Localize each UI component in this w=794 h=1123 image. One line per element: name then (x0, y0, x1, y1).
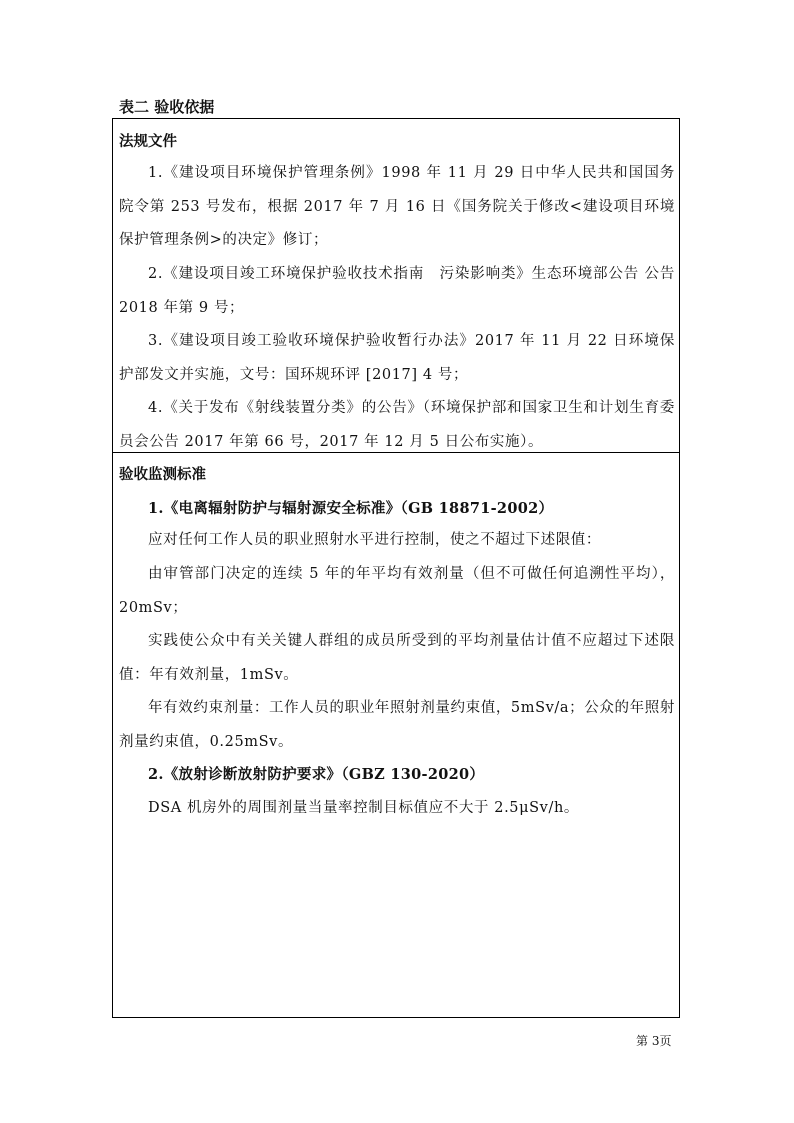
regulation-item: 4.《关于发布《射线装置分类》的公告》（环境保护部和国家卫生和计划生育委员会公告 2017 年第 66 号，2017 年 12 月 5 日公布实施）。 (119, 400, 675, 450)
worker-dose-limit: 由审管部门决定的连续 5 年的年平均有效剂量（但不可做任何追溯性平均），20mSv； (119, 566, 675, 616)
regulation-item: 2.《建设项目竣工环境保护验收技术指南 污染影响类》生态环境部公告 公告 2018 年第 9 号； (119, 266, 675, 316)
regulation-item: 3.《建设项目竣工验收环境保护验收暂行办法》2017 年 11 月 22 日环境保护部发文并实施，文号：国环规环评 [2017] 4 号； (119, 333, 675, 383)
standards-heading: 验收监测标准 (119, 467, 206, 483)
public-dose-limit: 实践使公众中有关关键人群组的成员所受到的平均剂量估计值不应超过下述限值：年有效剂量，1mSv。 (119, 633, 675, 683)
standard-title: 1.《电离辐射防护与辐射源安全标准》（GB 18871-2002） (148, 500, 554, 517)
regulation-item: 1.《建设项目环境保护管理条例》1998 年 11 月 29 日中华人民共和国国务院令第 253 号发布，根据 2017 年 7 月 16 日《国务院关于修改<建设项目环境保护管理条例>的决定》修订； (119, 165, 675, 248)
regulations-heading: 法规文件 (119, 134, 177, 150)
page-number: 第 3页 (636, 1034, 672, 1048)
standard-title: 2.《放射诊断放射防护要求》（GBZ 130-2020） (148, 766, 485, 783)
dsa-requirement: DSA 机房外的周围剂量当量率控制目标值应不大于 2.5μSv/h。 (148, 800, 579, 816)
table-title: 表二 验收依据 (119, 98, 215, 116)
standard-intro: 应对任何工作人员的职业照射水平进行控制，使之不超过下述限值： (148, 532, 601, 548)
dose-constraint: 年有效约束剂量：工作人员的职业年照射剂量约束值，5mSv/a；公众的年照射剂量约束值，0.25mSv。 (119, 700, 675, 750)
